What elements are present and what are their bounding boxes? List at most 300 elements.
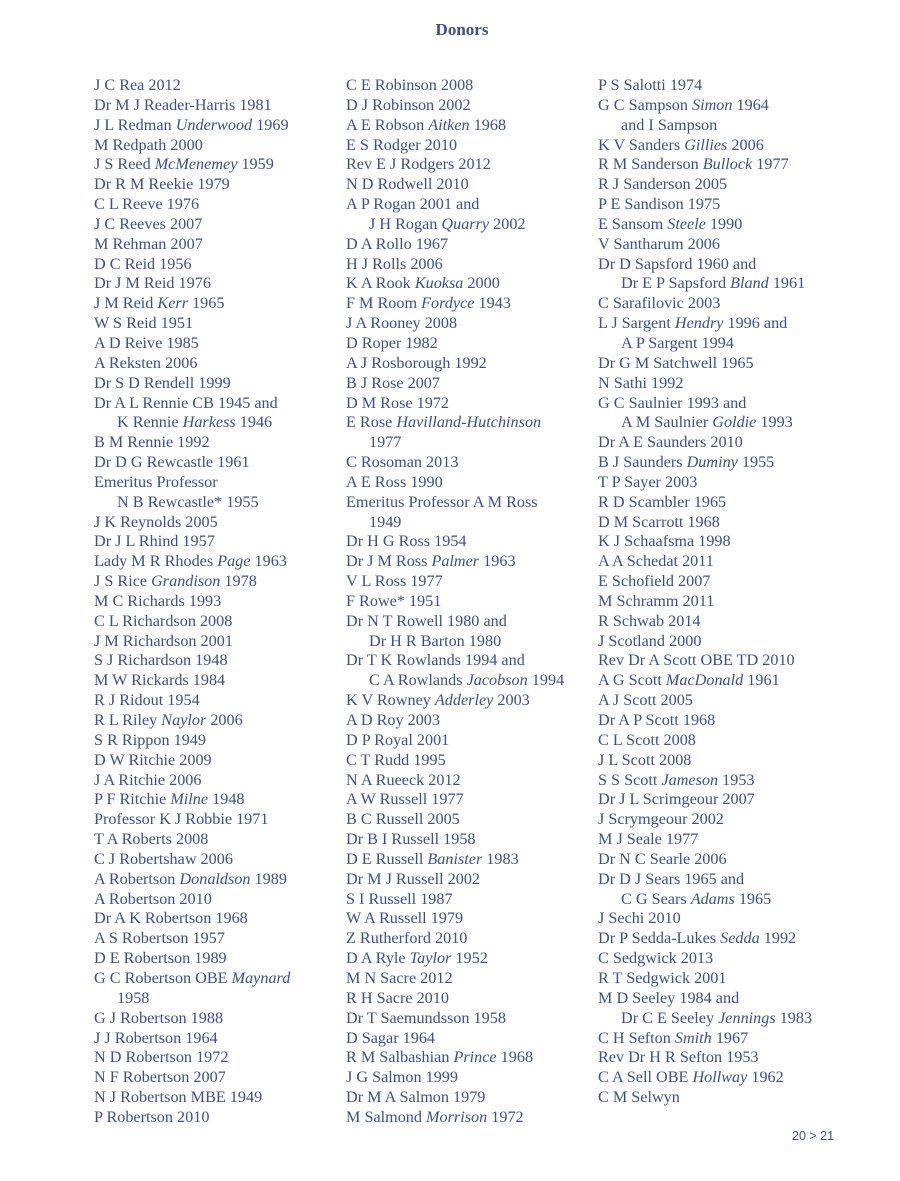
- maiden-name: Underwood: [175, 115, 253, 134]
- donor-name-line: [94, 651, 344, 671]
- maiden-name: Hendry: [674, 314, 724, 333]
- donor-entry: [598, 532, 848, 552]
- donor-text: Dr A L Rennie CB 1945 and: [94, 393, 278, 412]
- donor-entry: [346, 771, 596, 791]
- donor-text: Z Rutherford 2010: [346, 929, 468, 948]
- donor-text: B C Russell 2005: [346, 810, 460, 829]
- donor-text: 1961: [743, 671, 780, 690]
- donor-text: Dr G M Satchwell 1965: [598, 353, 754, 372]
- donor-name-line: [94, 1068, 344, 1088]
- donor-name-line: [598, 235, 848, 255]
- donor-name-line: [346, 771, 596, 791]
- donor-entry: [598, 771, 848, 791]
- donor-name-line: [94, 513, 344, 533]
- donor-name-line: [598, 691, 848, 711]
- donor-text: S I Russell 1987: [346, 889, 453, 908]
- donor-entry: [346, 354, 596, 374]
- donor-text: J A Ritchie 2006: [94, 770, 202, 789]
- donor-entry: [598, 215, 848, 235]
- donor-text: Dr P Sedda-Lukes: [598, 929, 721, 948]
- donor-name-line: [346, 294, 596, 314]
- donor-name-line: [94, 532, 344, 552]
- donor-name-line: [94, 215, 344, 235]
- donor-name-line: [346, 969, 596, 989]
- donor-entry: [598, 850, 848, 870]
- maiden-name: Goldie: [712, 413, 757, 432]
- donor-text: G C Sampson: [598, 95, 692, 114]
- donor-name-line: [94, 235, 344, 255]
- donor-text: J H Rogan: [369, 214, 442, 233]
- donor-name-line: [598, 155, 848, 175]
- donor-name-line: [346, 532, 596, 552]
- donor-text: W A Russell 1979: [346, 909, 464, 928]
- donor-entry: [94, 1068, 344, 1088]
- donor-name-line: [346, 255, 596, 275]
- donor-name-line: [598, 294, 848, 314]
- donor-entry: [346, 929, 596, 949]
- donor-name-line: [346, 274, 596, 294]
- donor-entry: [94, 632, 344, 652]
- donor-text: G J Robertson 1988: [94, 1008, 224, 1027]
- donor-entry: [598, 294, 848, 314]
- donor-text: D E Robertson 1989: [94, 949, 227, 968]
- maiden-name: Smith: [674, 1028, 712, 1047]
- donor-name-line: [346, 989, 596, 1009]
- donor-text: J L Redman: [94, 115, 176, 134]
- donor-text: K Rennie: [117, 413, 183, 432]
- donor-entry: [94, 890, 344, 910]
- donor-text: D W Ritchie 2009: [94, 750, 212, 769]
- donor-name-line: [598, 572, 848, 592]
- donor-column-3: [598, 76, 848, 1108]
- donor-name-line: [94, 294, 344, 314]
- donor-text: M Redpath 2000: [94, 135, 203, 154]
- donor-text: 1969: [252, 115, 289, 134]
- donor-text: 1972: [487, 1107, 524, 1126]
- donor-name-line: [94, 314, 344, 334]
- donor-text: Emeritus Professor: [94, 472, 218, 491]
- donor-entry: [94, 473, 344, 513]
- donor-text: 1983: [775, 1008, 813, 1027]
- donor-text: R M Salbashian: [346, 1048, 454, 1067]
- donor-entry: [94, 552, 344, 572]
- donor-name-line: [94, 274, 344, 294]
- donor-text: Dr J M Ross: [346, 552, 432, 571]
- donor-name-line: [598, 810, 848, 830]
- donor-text: A Robertson 2010: [94, 889, 212, 908]
- donor-name-line: [598, 394, 848, 414]
- donor-entry: [346, 790, 596, 810]
- donor-text: D M Rose 1972: [346, 393, 449, 412]
- donor-entry: [598, 989, 848, 1029]
- donor-name-line: [598, 949, 848, 969]
- donor-name-line: [94, 552, 344, 572]
- donor-entry: [346, 255, 596, 275]
- donor-name-line: [598, 552, 848, 572]
- donor-entry: [346, 989, 596, 1009]
- donor-name-line: [598, 671, 848, 691]
- donor-text: C H Sefton: [598, 1028, 675, 1047]
- maiden-name: Morrison: [426, 1107, 488, 1126]
- donor-column-2: [346, 76, 596, 1128]
- donor-text: A G Scott: [598, 671, 666, 690]
- donor-text: J K Reynolds 2005: [94, 512, 218, 531]
- donor-entry: [598, 1088, 848, 1108]
- donor-name-line: [598, 1088, 848, 1108]
- donor-text: Dr T K Rowlands 1994 and: [346, 651, 525, 670]
- donor-text: J S Reed: [94, 155, 155, 174]
- maiden-name: Kerr: [157, 294, 189, 313]
- donor-name-line: [346, 76, 596, 96]
- donor-name-line: [598, 195, 848, 215]
- donor-entry: [346, 830, 596, 850]
- donor-entry: [94, 969, 344, 1009]
- donor-text: 2002: [489, 214, 526, 233]
- donor-name-line: [598, 731, 848, 751]
- donor-name-line: [598, 592, 848, 612]
- donor-entry: [94, 929, 344, 949]
- donor-text: R J Ridout 1954: [94, 691, 200, 710]
- donor-text: A S Robertson 1957: [94, 929, 225, 948]
- donor-entry: [598, 235, 848, 255]
- donor-entry: [94, 215, 344, 235]
- maiden-name: Jacobson: [466, 671, 528, 690]
- donor-name-line: [94, 890, 344, 910]
- donor-name-line: [346, 175, 596, 195]
- donor-entry: [598, 612, 848, 632]
- donor-text: M Salmond: [346, 1107, 427, 1126]
- donor-text: C Sarafilovic 2003: [598, 294, 721, 313]
- donor-entry: [598, 1029, 848, 1049]
- donor-text: Dr M J Russell 2002: [346, 869, 481, 888]
- donor-name-line: [346, 354, 596, 374]
- donor-text: 1962: [747, 1068, 784, 1087]
- donor-text: 1953: [718, 770, 755, 789]
- donor-name-line: [346, 731, 596, 751]
- donor-name-line: [598, 909, 848, 929]
- donor-entry: [94, 314, 344, 334]
- donor-name-line: [94, 632, 344, 652]
- donor-entry: [346, 572, 596, 592]
- donor-text: 1952: [451, 949, 488, 968]
- donor-entry: [346, 850, 596, 870]
- donor-column-1: [94, 76, 344, 1128]
- donor-text: P Robertson 2010: [94, 1107, 210, 1126]
- donor-entry: [346, 1108, 596, 1128]
- donor-entry: [94, 870, 344, 890]
- donor-entry: [94, 850, 344, 870]
- donor-name-line: [598, 532, 848, 552]
- donor-text: T A Roberts 2008: [94, 830, 209, 849]
- donor-name-line: [346, 572, 596, 592]
- donor-text: W S Reid 1951: [94, 314, 194, 333]
- donor-text: C L Scott 2008: [598, 730, 696, 749]
- donor-text: Dr M J Reader-Harris 1981: [94, 95, 272, 114]
- donor-entry: [598, 691, 848, 711]
- donor-name-line: [94, 969, 344, 989]
- donor-continuation-line: [598, 116, 848, 136]
- donor-name-line: [346, 413, 596, 433]
- donor-name-line: [94, 76, 344, 96]
- donor-text: R J Sanderson 2005: [598, 175, 728, 194]
- donor-name-line: [598, 453, 848, 473]
- donor-text: 1978: [220, 572, 257, 591]
- maiden-name: Banister: [427, 849, 483, 868]
- donor-entry: [346, 1048, 596, 1068]
- maiden-name: Fordyce: [421, 294, 475, 313]
- donor-entry: [598, 909, 848, 929]
- donor-text: 2003: [493, 691, 530, 710]
- donor-text: N F Robertson 2007: [94, 1068, 226, 1087]
- donor-text: Dr J L Rhind 1957: [94, 532, 215, 551]
- donor-name-line: [94, 929, 344, 949]
- donor-text: P E Sandison 1975: [598, 195, 721, 214]
- maiden-name: Naylor: [161, 711, 207, 729]
- donor-entry: [94, 1088, 344, 1108]
- donor-text: E Rose: [346, 413, 397, 432]
- donor-text: J Sechi 2010: [598, 909, 681, 928]
- donor-text: A J Scott 2005: [598, 691, 693, 710]
- donor-name-line: [94, 433, 344, 453]
- donor-text: N D Robertson 1972: [94, 1048, 229, 1067]
- donor-name-line: [598, 513, 848, 533]
- donor-text: M J Seale 1977: [598, 830, 699, 849]
- donor-entry: [598, 1048, 848, 1068]
- donor-name-line: [346, 235, 596, 255]
- donor-entry: [94, 651, 344, 671]
- donor-entry: [346, 175, 596, 195]
- donor-name-line: [94, 830, 344, 850]
- donor-name-line: [94, 255, 344, 275]
- donor-text: Emeritus Professor A M Ross: [346, 492, 538, 511]
- donor-text: N B Rewcastle* 1955: [117, 492, 259, 511]
- donor-entry: [94, 235, 344, 255]
- donor-text: N J Robertson MBE 1949: [94, 1088, 263, 1107]
- donor-entry: [598, 632, 848, 652]
- maiden-name: Donaldson: [179, 869, 251, 888]
- donor-text: C E Robinson 2008: [346, 76, 474, 94]
- donor-name-line: [94, 1108, 344, 1128]
- donor-entry: [94, 76, 344, 96]
- donor-text: A Reksten 2006: [94, 353, 198, 372]
- donor-entry: [598, 513, 848, 533]
- donor-entry: [598, 830, 848, 850]
- donor-text: K V Rowney: [346, 691, 435, 710]
- donor-text: Dr J L Scrimgeour 2007: [598, 790, 755, 809]
- donor-text: Dr J M Reid 1976: [94, 274, 211, 293]
- donor-text: B J Saunders: [598, 453, 687, 472]
- donor-continuation-line: [598, 413, 848, 433]
- donor-entry: [346, 890, 596, 910]
- donor-name-line: [598, 433, 848, 453]
- donor-text: 1996 and: [723, 314, 788, 333]
- donor-name-line: [598, 473, 848, 493]
- donor-text: P F Ritchie: [94, 790, 171, 809]
- maiden-name: Steele: [667, 214, 706, 233]
- donor-name-line: [94, 751, 344, 771]
- donor-text: J J Robertson 1964: [94, 1028, 218, 1047]
- donor-continuation-line: [598, 890, 848, 910]
- donor-name-line: [346, 1009, 596, 1029]
- donor-entry: [94, 1108, 344, 1128]
- donor-text: Dr H G Ross 1954: [346, 532, 467, 551]
- donor-name-line: [94, 850, 344, 870]
- donor-name-line: [346, 830, 596, 850]
- donor-text: J M Reid: [94, 294, 158, 313]
- donor-entry: [346, 413, 596, 453]
- donor-entry: [94, 532, 344, 552]
- donor-text: C L Richardson 2008: [94, 611, 233, 630]
- donor-entry: [598, 949, 848, 969]
- donor-text: Dr T Saemundsson 1958: [346, 1008, 506, 1027]
- donor-entry: [346, 1029, 596, 1049]
- donor-text: C Sedgwick 2013: [598, 949, 714, 968]
- donor-entry: [598, 374, 848, 394]
- donor-entry: [346, 96, 596, 116]
- donor-text: 1992: [759, 929, 797, 948]
- donor-text: A Robertson: [94, 869, 180, 888]
- donor-name-line: [346, 136, 596, 156]
- maiden-name: Prince: [453, 1048, 497, 1067]
- donor-name-line: [94, 116, 344, 136]
- donor-name-line: [346, 116, 596, 136]
- donor-text: N A Rueeck 2012: [346, 770, 461, 789]
- donor-text: 2000: [463, 274, 500, 293]
- donor-text: G C Robertson OBE: [94, 968, 232, 987]
- donor-name-line: [598, 969, 848, 989]
- donor-name-line: [346, 1029, 596, 1049]
- donor-text: Dr D G Rewcastle 1961: [94, 453, 250, 472]
- donor-entry: [346, 473, 596, 493]
- donor-text: E Schofield 2007: [598, 572, 711, 591]
- donor-text: A D Roy 2003: [346, 711, 440, 729]
- donor-text: J L Scott 2008: [598, 750, 692, 769]
- donor-text: E S Rodger 2010: [346, 135, 458, 154]
- maiden-name: Duminy: [686, 453, 738, 472]
- donor-name-line: [598, 711, 848, 731]
- donor-text: N Sathi 1992: [598, 373, 684, 392]
- donor-entry: [94, 513, 344, 533]
- donor-text: A P Sargent 1994: [621, 333, 734, 352]
- donor-entry: [346, 552, 596, 572]
- donor-entry: [598, 552, 848, 572]
- donor-text: 1977: [369, 433, 402, 452]
- maiden-name: Adderley: [434, 691, 494, 710]
- donor-entry: [94, 294, 344, 314]
- donor-entry: [598, 394, 848, 434]
- maiden-name: Palmer: [431, 552, 480, 571]
- donor-text: F M Room: [346, 294, 422, 313]
- donor-entry: [94, 195, 344, 215]
- donor-name-line: [94, 691, 344, 711]
- donor-name-line: [94, 909, 344, 929]
- donor-text: Rev Dr A Scott OBE TD 2010: [598, 651, 795, 670]
- donor-text: Dr H R Barton 1980: [369, 631, 502, 650]
- donor-text: R Schwab 2014: [598, 611, 701, 630]
- donor-name-line: [346, 374, 596, 394]
- donor-entry: [598, 155, 848, 175]
- maiden-name: McMenemey: [154, 155, 238, 174]
- donor-name-line: [94, 374, 344, 394]
- donor-continuation-line: [94, 413, 344, 433]
- donor-text: J G Salmon 1999: [346, 1068, 458, 1087]
- donor-name-line: [346, 473, 596, 493]
- donor-text: 1989: [250, 869, 287, 888]
- donor-text: C T Rudd 1995: [346, 750, 446, 769]
- donor-text: M C Richards 1993: [94, 591, 222, 610]
- donor-text: A E Ross 1990: [346, 472, 443, 491]
- donor-name-line: [94, 155, 344, 175]
- donor-entry: [346, 612, 596, 652]
- donor-entry: [94, 354, 344, 374]
- donor-name-line: [598, 1029, 848, 1049]
- donor-text: C L Reeve 1976: [94, 195, 200, 214]
- donor-text: K J Schaafsma 1998: [598, 532, 731, 551]
- maiden-name: Kuoksa: [414, 274, 464, 293]
- donor-name-line: [598, 136, 848, 156]
- donor-name-line: [94, 334, 344, 354]
- donor-text: G C Saulnier 1993 and: [598, 393, 747, 412]
- donor-entry: [346, 810, 596, 830]
- donor-text: 1948: [208, 790, 245, 809]
- donor-name-line: [598, 751, 848, 771]
- donor-entry: [598, 433, 848, 453]
- donor-entry: [94, 612, 344, 632]
- donor-entry: [346, 195, 596, 235]
- donor-entry: [346, 493, 596, 533]
- donor-name-line: [346, 790, 596, 810]
- donor-entry: [94, 711, 344, 731]
- donor-name-line: [598, 96, 848, 116]
- donor-entry: [346, 909, 596, 929]
- donor-text: J C Reeves 2007: [94, 214, 203, 233]
- donor-name-line: [94, 96, 344, 116]
- donor-name-line: [346, 155, 596, 175]
- donor-text: S S Scott: [598, 770, 662, 789]
- donor-text: 1961: [768, 274, 806, 293]
- donor-entry: [598, 929, 848, 949]
- donor-text: A A Schedat 2011: [598, 552, 714, 571]
- donor-entry: [598, 493, 848, 513]
- donor-text: S R Rippon 1949: [94, 730, 206, 749]
- donor-text: A W Russell 1977: [346, 790, 464, 809]
- donor-entry: [346, 870, 596, 890]
- donor-entry: [346, 691, 596, 711]
- maiden-name: Harkess: [182, 413, 236, 432]
- donor-name-line: [346, 691, 596, 711]
- donor-entry: [598, 572, 848, 592]
- donor-text: 1946: [235, 413, 273, 432]
- donor-text: A M Saulnier: [621, 413, 713, 432]
- donor-text: V L Ross 1977: [346, 572, 443, 591]
- donor-name-line: [346, 1068, 596, 1088]
- donor-text: Dr N T Rowell 1980 and: [346, 611, 507, 630]
- donor-text: 2006: [727, 135, 764, 154]
- donor-entry: [346, 136, 596, 156]
- donor-entry: [346, 294, 596, 314]
- donor-name-line: [346, 96, 596, 116]
- donor-name-line: [598, 255, 848, 275]
- donor-text: M Rehman 2007: [94, 234, 203, 253]
- donor-text: 1983: [482, 849, 519, 868]
- donor-name-line: [94, 731, 344, 751]
- donor-name-line: [598, 632, 848, 652]
- donor-entry: [94, 255, 344, 275]
- donor-continuation-line: [598, 274, 848, 294]
- donor-entry: [598, 651, 848, 671]
- donor-name-line: [346, 810, 596, 830]
- donor-name-line: [598, 830, 848, 850]
